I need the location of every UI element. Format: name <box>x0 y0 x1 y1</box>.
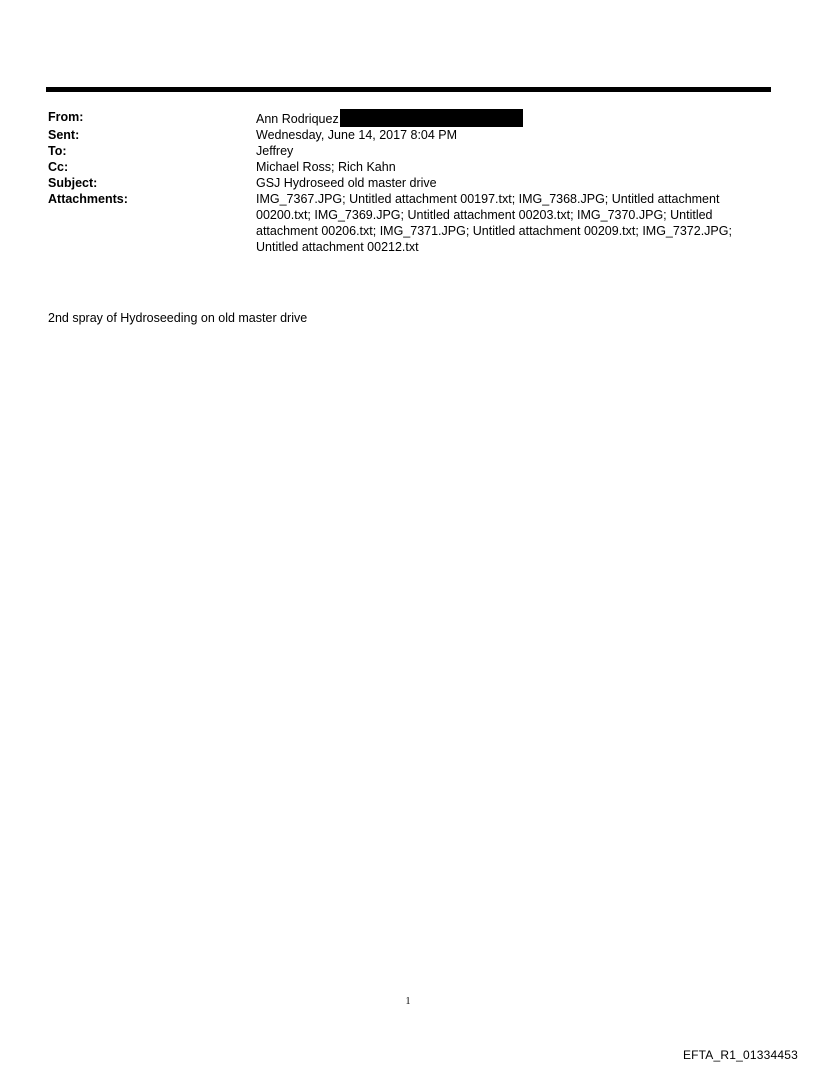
attachments-row <box>48 191 768 255</box>
email-body: 2nd spray of Hydroseeding on old master drive <box>48 311 308 325</box>
email-header <box>48 109 768 255</box>
document-id: EFTA_R1_01334453 <box>682 1048 798 1062</box>
cc-row <box>48 159 768 175</box>
attachments-value: IMG_7367.JPG; Untitled attachment 00197.txt; IMG_7368.JPG; Untitled attachment 00200.txt; IMG_7369.JPG; Untitled attachment 00203.txt; IMG_7370.JPG; Untitled attachment 00206.txt; IMG_7371.JPG; Untitled attachment 00209.txt; IMG_7372.JPG; Untitled attachment 00212.txt <box>256 192 732 254</box>
to-row <box>48 143 768 159</box>
subject-row <box>48 175 768 191</box>
from-row <box>48 109 768 127</box>
cc-label: Cc: <box>48 160 69 174</box>
to-label: To: <box>48 144 67 158</box>
sent-value: Wednesday, June 14, 2017 8:04 PM <box>256 128 458 142</box>
sent-row <box>48 127 768 143</box>
sent-label: Sent: <box>48 128 80 142</box>
subject-label: Subject: <box>48 176 98 190</box>
sender-name: Ann Rodriquez <box>256 112 339 126</box>
page-number: 1 <box>405 996 411 1007</box>
subject-value: GSJ Hydroseed old master drive <box>256 176 437 190</box>
from-value <box>256 109 768 127</box>
cc-value: Michael Ross; Rich Kahn <box>256 160 396 174</box>
header-divider <box>46 87 771 92</box>
from-label: From: <box>48 110 84 124</box>
redaction-block <box>340 109 523 127</box>
attachments-label: Attachments: <box>48 192 128 206</box>
to-value: Jeffrey <box>256 144 294 158</box>
